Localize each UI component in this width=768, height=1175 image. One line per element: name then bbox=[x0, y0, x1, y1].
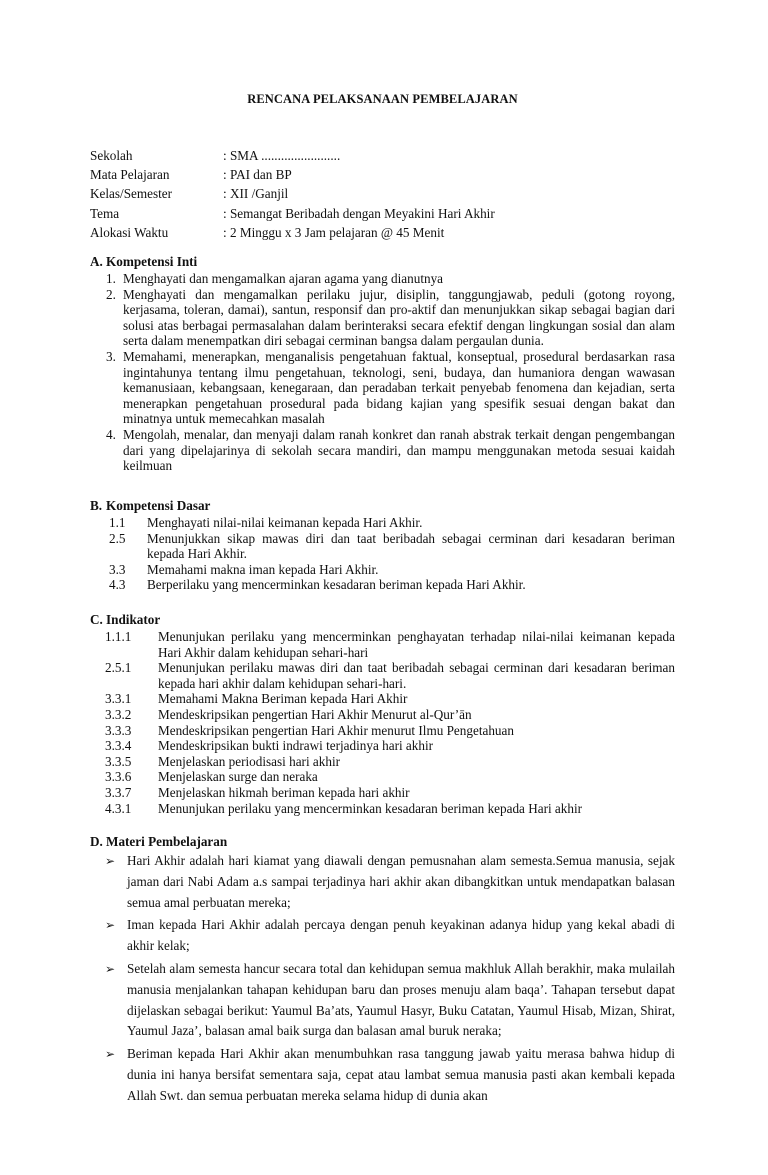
list-item bbox=[90, 851, 675, 913]
item-number: 3.3.5 bbox=[105, 753, 132, 769]
identity-label: Kelas/Semester bbox=[90, 186, 173, 202]
item-number: 2.5 bbox=[109, 530, 126, 546]
item-text: Iman kepada Hari Akhir adalah percaya dengan penuh keyakinan adanya hidup yang kekal abadi di akhir kelak; bbox=[127, 917, 675, 954]
list-item bbox=[90, 959, 675, 1042]
identity-label: Mata Pelajaran bbox=[90, 167, 170, 183]
item-text: Berperilaku yang mencerminkan kesadaran beriman kepada Hari Akhir. bbox=[147, 577, 526, 593]
item-text: Menghayati dan mengamalkan perilaku jujur, disiplin, tanggungjawab, peduli (gotong royong, kerjasama, toleran, damai), santun, responsif dan pro-aktif dan menunjukkan sikap sebagai bagian dari solusi atas berbagai permasalahan dalam berinteraksi secara efektif dengan lingkungan sosial dan alam serta dalam menempatkan diri sebagai cerminan bangsa dalam pergaulan dunia. bbox=[123, 286, 675, 349]
item-text: Menjelaskan hikmah beriman kepada hari akhir bbox=[158, 784, 410, 800]
item-text: Memahami, menerapkan, menganalisis pengetahuan faktual, konseptual, prosedural berdasarkan rasa ingintahunya tentang ilmu pengetahuan, teknologi, seni, budaya, dan humaniora dengan wawasan kemanusiaan, kebangsaan, kenegaraan, dan peradaban terkait penyebab fenomena dan kejadian, serta menerapkan pengetahuan prosedural pada bidang kajian yang spesifik sesuai dengan bakat dan minatnya untuk memecahkan masalah bbox=[123, 348, 675, 427]
item-text: Menunjukan perilaku mawas diri dan taat beribadah sebagai cerminan dari kesadaran beriman kepada hari akhir dalam kehidupan sehari-hari. bbox=[158, 660, 675, 691]
list-item bbox=[90, 915, 675, 957]
list-item bbox=[90, 515, 675, 531]
identity-row-theme bbox=[90, 204, 675, 223]
item-number: 3.3.6 bbox=[105, 769, 132, 785]
section-indikator bbox=[90, 610, 675, 816]
identity-row-subject bbox=[90, 165, 675, 184]
identity-value: : SMA ........................ bbox=[223, 148, 341, 163]
item-text: Menghayati dan mengamalkan ajaran agama yang dianutnya bbox=[123, 271, 444, 286]
identity-label: Tema bbox=[90, 205, 120, 221]
list-item bbox=[90, 562, 675, 578]
list-item bbox=[90, 660, 675, 691]
item-text: Mengolah, menalar, dan menyaji dalam ranah konkret dan ranah abstrak terkait dengan pengembangan dari yang dipelajarinya di sekolah secara mandiri, dan mampu menggunakan metoda sesuai kaidah keilmuan bbox=[123, 426, 675, 474]
item-number: 3.3.1 bbox=[105, 691, 132, 707]
section-title: Materi Pembelajaran bbox=[106, 834, 228, 849]
item-number: 2. bbox=[106, 286, 116, 302]
item-text: Beriman kepada Hari Akhir akan menumbuhkan rasa tanggung jawab yaitu merasa bahwa hidup di dunia ini hanya bersifat sementara saja, cepat atau lambat semua manusia pasti akan kembali kepada Allah Swt. dan semua perbuatan mereka selama hidup di dunia akan bbox=[127, 1046, 675, 1103]
list-item bbox=[90, 271, 675, 287]
section-materi bbox=[90, 832, 675, 1109]
item-number: 4.3 bbox=[109, 577, 126, 593]
item-text: Hari Akhir adalah hari kiamat yang diawali dengan pemusnahan alam semesta.Semua manusia, sejak jaman dari Nabi Adam a.s sampai terjadinya hari akhir akan dibangkitkan untuk mendapatkan balasan semua amal perbuatan mereka; bbox=[127, 853, 675, 910]
identity-value: : XII /Ganjil bbox=[223, 186, 289, 202]
list-item bbox=[90, 287, 675, 349]
identity-table bbox=[90, 146, 675, 242]
identity-row-school bbox=[90, 146, 675, 165]
list-item bbox=[90, 691, 675, 707]
list-item bbox=[90, 577, 675, 593]
list-item bbox=[90, 723, 675, 739]
item-text: Memahami Makna Beriman kepada Hari Akhir bbox=[158, 691, 408, 707]
item-number: 3.3.3 bbox=[105, 722, 132, 738]
item-number: 2.5.1 bbox=[105, 660, 132, 676]
section-letter: B. bbox=[90, 498, 103, 513]
section-title: Kompetensi Dasar bbox=[106, 498, 211, 513]
identity-row-time bbox=[90, 223, 675, 242]
item-text: Menunjukan perilaku yang mencerminkan kesadaran beriman kepada Hari akhir bbox=[158, 800, 583, 816]
identity-value: : Semangat Beribadah dengan Meyakini Hari Akhir bbox=[223, 205, 495, 221]
list-item bbox=[90, 427, 675, 474]
item-text: Mendeskripsikan pengertian Hari Akhir Menurut al-Qur’ān bbox=[158, 706, 472, 722]
document-title: RENCANA PELAKSANAAN PEMBELAJARAN bbox=[247, 92, 518, 106]
item-text: Menunjukan perilaku yang mencerminkan penghayatan terhadap nilai-nilai keimanan kepada Hari Akhir dalam kehidupan sehari-hari bbox=[158, 629, 675, 660]
identity-value: : PAI dan BP bbox=[223, 167, 292, 183]
item-text: Menghayati nilai-nilai keimanan kepada Hari Akhir. bbox=[147, 515, 423, 530]
list-item bbox=[90, 785, 675, 801]
list-item bbox=[90, 707, 675, 723]
list-item bbox=[90, 801, 675, 817]
section-heading bbox=[90, 832, 675, 851]
section-heading bbox=[90, 610, 675, 629]
identity-label: Alokasi Waktu bbox=[90, 224, 169, 240]
item-text: Menjelaskan periodisasi hari akhir bbox=[158, 753, 341, 769]
item-number: 3.3 bbox=[109, 561, 126, 577]
section-letter: C. bbox=[90, 612, 103, 627]
item-number: 3. bbox=[106, 348, 116, 364]
identity-row-class bbox=[90, 184, 675, 203]
list-item bbox=[90, 769, 675, 785]
identity-label: Sekolah bbox=[90, 148, 133, 163]
arrow-bullet-icon: ➢ bbox=[105, 918, 116, 933]
item-number: 3.3.7 bbox=[105, 784, 132, 800]
item-number: 1. bbox=[106, 271, 116, 286]
item-number: 4.3.1 bbox=[105, 800, 132, 816]
item-text: Memahami makna iman kepada Hari Akhir. bbox=[147, 561, 379, 577]
item-text: Mendeskripsikan pengertian Hari Akhir menurut Ilmu Pengetahuan bbox=[158, 722, 514, 738]
item-text: Setelah alam semesta hancur secara total dan kehidupan semua makhluk Allah berakhir, maka mulailah manusia menjalankan tahapan kehidupan baru dan proses menuju alam baqa’. Tahapan tersebut dapat dijelaskan sebagai berikut: Yaumul Ba’ats, Yaumul Hasyr, Buku Catatan, Yaumul Hisab, Mizan, Shirat, Yaumul Jaza’, balasan amal baik surga dan balasan amal buruk neraka; bbox=[127, 960, 675, 1039]
item-number: 4. bbox=[106, 426, 116, 442]
item-number: 1.1 bbox=[109, 515, 126, 530]
section-title: Indikator bbox=[106, 612, 161, 627]
section-kompetensi-dasar bbox=[90, 496, 675, 593]
list-item bbox=[90, 629, 675, 660]
section-heading bbox=[90, 496, 675, 515]
item-number: 3.3.4 bbox=[105, 738, 132, 754]
item-text: Menjelaskan surge dan neraka bbox=[158, 769, 318, 785]
list-item bbox=[90, 754, 675, 770]
section-kompetensi-inti bbox=[90, 252, 675, 474]
item-number: 3.3.2 bbox=[105, 706, 132, 722]
list-item bbox=[90, 1044, 675, 1106]
list-item bbox=[90, 349, 675, 427]
identity-value: : 2 Minggu x 3 Jam pelajaran @ 45 Menit bbox=[223, 224, 445, 240]
arrow-bullet-icon: ➢ bbox=[105, 1047, 116, 1062]
list-item bbox=[90, 738, 675, 754]
item-number: 1.1.1 bbox=[105, 629, 132, 644]
arrow-bullet-icon: ➢ bbox=[105, 854, 116, 868]
section-letter: D. bbox=[90, 834, 103, 849]
section-letter: A. bbox=[90, 254, 103, 269]
section-heading bbox=[90, 252, 675, 271]
item-text: Menunjukkan sikap mawas diri dan taat beribadah sebagai cerminan dari kesadaran beriman kepada Hari Akhir. bbox=[147, 530, 675, 562]
arrow-bullet-icon: ➢ bbox=[105, 961, 116, 976]
list-item bbox=[90, 531, 675, 562]
item-text: Mendeskripsikan bukti indrawi terjadinya hari akhir bbox=[158, 738, 434, 754]
section-title: Kompetensi Inti bbox=[106, 254, 198, 269]
